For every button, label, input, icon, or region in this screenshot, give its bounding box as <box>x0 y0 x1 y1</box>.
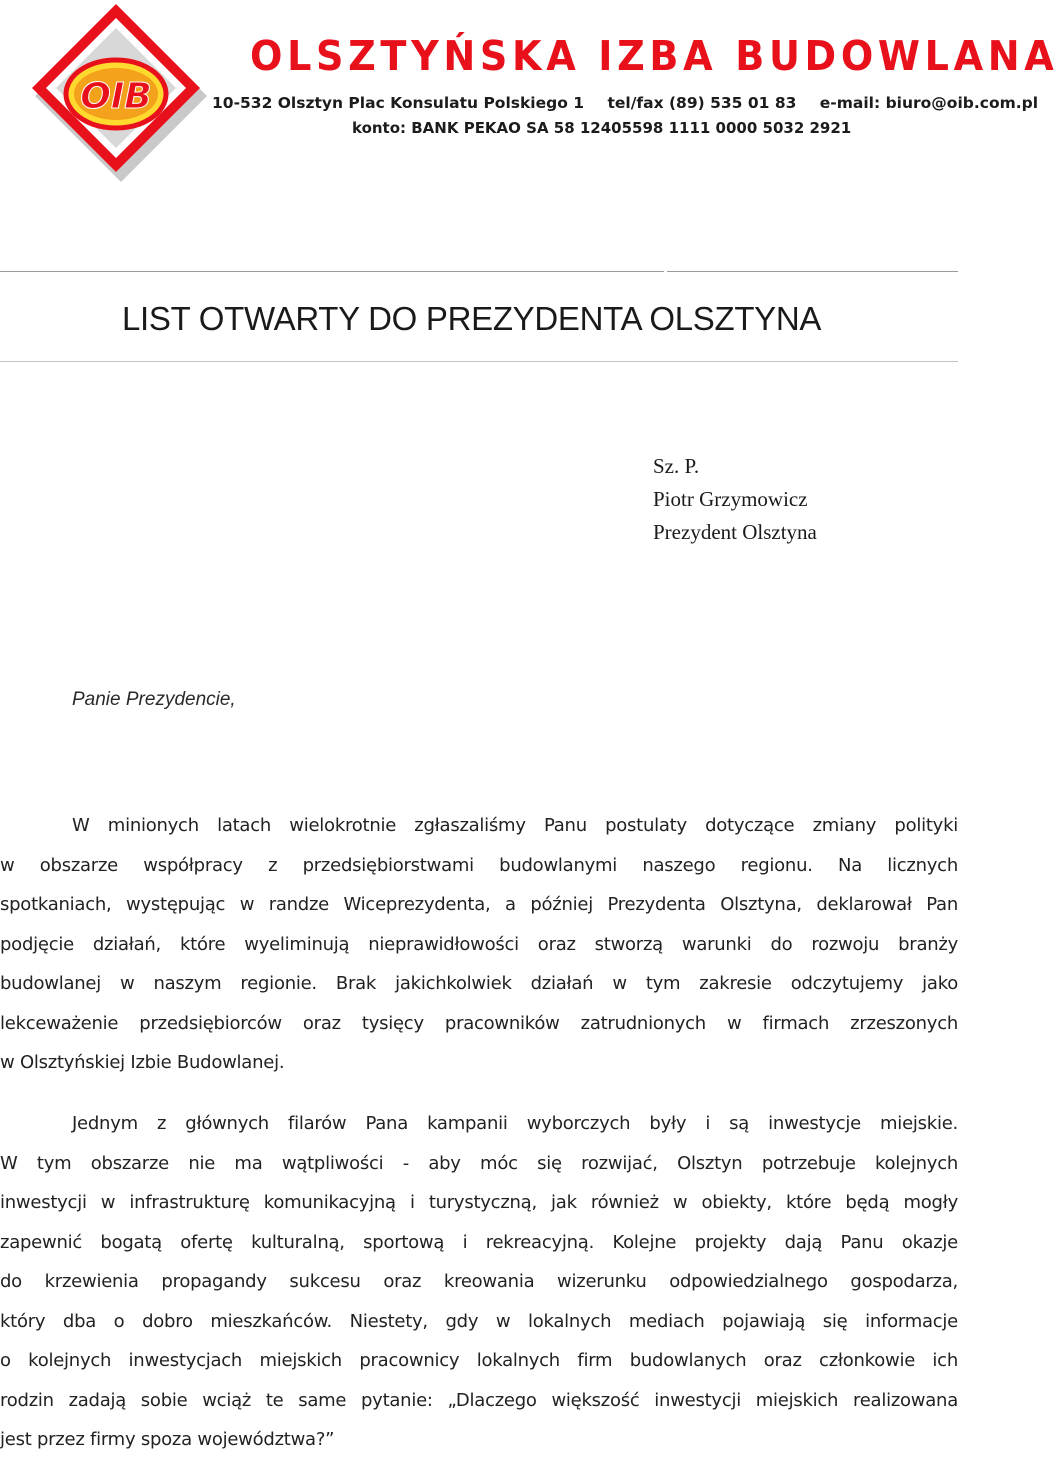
recipient-honorific: Sz. P. <box>653 454 700 478</box>
paragraph-line: Jednym z głównych filarów Pana kampanii wyborczych były i są inwestycje miejskie. <box>72 1113 958 1134</box>
paragraph-line: o kolejnych inwestycjach miejskich pracownicy lokalnych firm budowlanych oraz członkowie ich <box>0 1350 958 1371</box>
recipient-block <box>653 450 817 549</box>
phone-text: tel/fax (89) 535 01 83 <box>607 94 797 112</box>
paragraph-line: w obszarze współpracy z przedsiębiorstwami budowlanymi naszego regionu. Na licznych <box>0 854 958 876</box>
top-rule-right <box>667 271 958 272</box>
paragraph-line: podjęcie działań, które wyeliminują nieprawidłowości oraz stworzą warunki do rozwoju branży <box>0 933 958 955</box>
paragraph-line: do krzewienia propagandy sukcesu oraz kreowania wizerunku odpowiedzialnego gospodarza, <box>0 1271 958 1292</box>
paragraph-line: budowlanej w naszym regionie. Brak jakichkolwiek działań w tym zakresie odczytujemy jako <box>0 973 958 994</box>
top-rule-left <box>0 271 664 272</box>
body-paragraph-1 <box>0 806 958 1083</box>
oib-logo <box>24 0 214 190</box>
logo-text: OIB <box>80 76 152 117</box>
recipient-title: Prezydent Olsztyna <box>653 520 817 544</box>
paragraph-line: który dba o dobro mieszkańców. Niestety, gdy w lokalnych mediach pojawiają się informacje <box>0 1310 958 1332</box>
paragraph-line: w Olsztyńskiej Izbie Budowlanej. <box>0 1052 285 1073</box>
paragraph-line: W tym obszarze nie ma wątpliwości - aby móc się rozwijać, Olsztyn potrzebuje kolejnych <box>0 1152 958 1174</box>
paragraph-line: jest przez firmy spoza województwa?” <box>0 1429 335 1450</box>
letterhead <box>0 0 1058 200</box>
document-title: LIST OTWARTY DO PREZYDENTA OLSZTYNA <box>122 300 822 337</box>
paragraph-line: inwestycji w infrastrukturę komunikacyjną i turystyczną, jak również w obiekty, które będą mogły <box>0 1192 958 1213</box>
body-paragraph-2 <box>0 1104 958 1460</box>
title-underline <box>0 361 958 362</box>
salutation: Panie Prezydencie, <box>72 689 236 710</box>
email-text: e-mail: biuro@oib.com.pl <box>819 94 1039 112</box>
paragraph-line: lekceważenie przedsiębiorców oraz tysięcy pracowników zatrudnionych w firmach zrzeszonych <box>0 1012 958 1034</box>
contact-line <box>212 96 1038 112</box>
paragraph-line: W minionych latach wielokrotnie zgłaszaliśmy Panu postulaty dotyczące zmiany polityki <box>72 815 958 836</box>
paragraph-line: rodzin zadają sobie wciąż te same pytanie: „Dlaczego większość inwestycji miejskich realizowana <box>0 1389 958 1411</box>
paragraph-line: zapewnić bogatą ofertę kulturalną, sportową i rekreacyjną. Kolejne projekty dają Panu okazje <box>0 1231 958 1253</box>
recipient-name: Piotr Grzymowicz <box>653 487 808 511</box>
address-text: 10-532 Olsztyn Plac Konsulatu Polskiego 1 <box>212 94 585 112</box>
organization-name: OLSZTYŃSKA IZBA BUDOWLANA <box>250 32 1058 80</box>
paragraph-line: spotkaniach, występując w randze Wiceprezydenta, a później Prezydenta Olsztyna, deklarował Pan <box>0 894 958 915</box>
bank-account-text: konto: BANK PEKAO SA 58 12405598 1111 0000 5032 2921 <box>352 119 852 137</box>
